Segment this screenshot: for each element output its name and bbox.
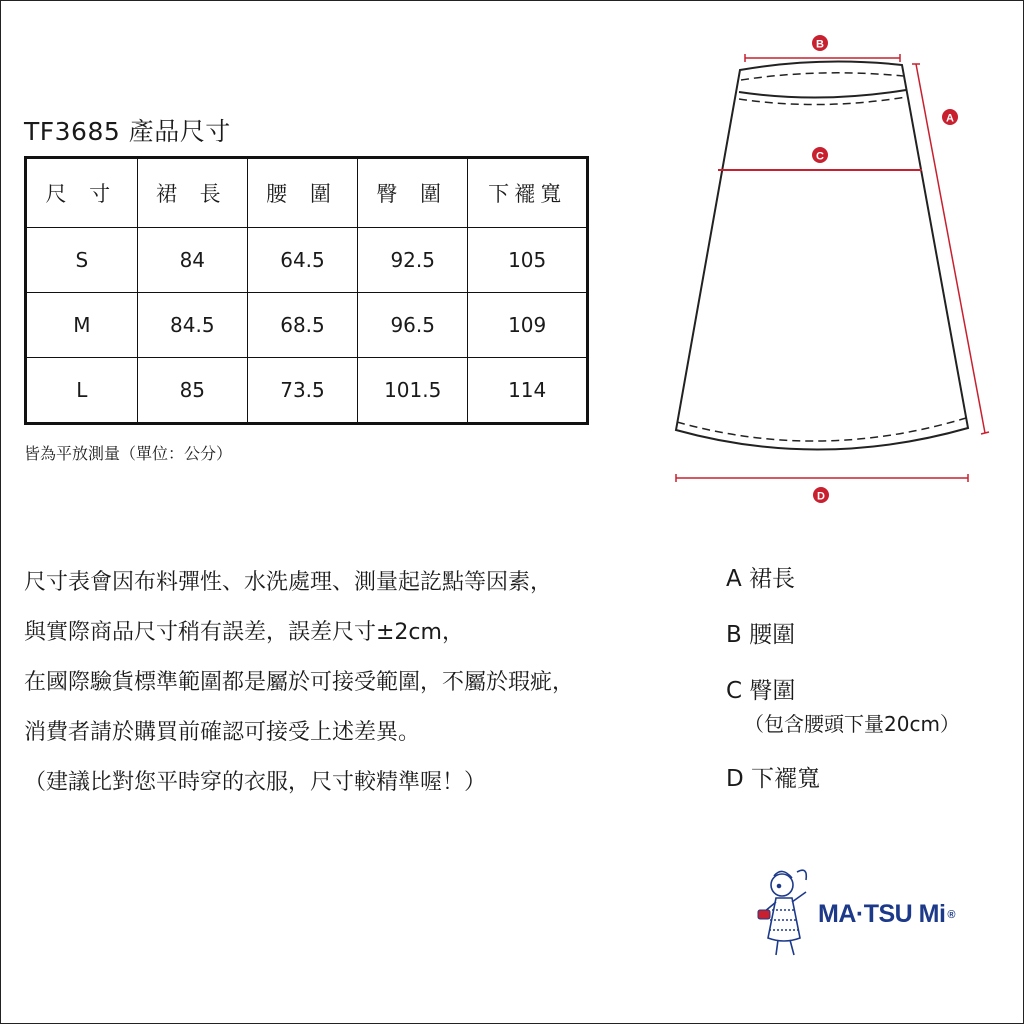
header-size: 尺 寸 (26, 158, 138, 228)
table-cell: 68.5 (247, 293, 357, 358)
page-title: TF3685 產品尺寸 (24, 117, 231, 146)
table-cell: 105 (468, 228, 588, 293)
table-cell: 109 (468, 293, 588, 358)
table-cell: 85 (137, 358, 247, 424)
measure-note: 皆為平放測量（單位：公分） (24, 444, 233, 463)
table-cell: L (26, 358, 138, 424)
skirt-outline (676, 61, 968, 449)
marker-d-label: D (817, 490, 825, 503)
header-hip: 臀 圍 (358, 158, 468, 228)
table-cell: S (26, 228, 138, 293)
description-line: 在國際驗貨標準範圍都是屬於可接受範圍，不屬於瑕疵， (24, 670, 575, 695)
table-cell: 92.5 (358, 228, 468, 293)
header-waist: 腰 圍 (247, 158, 357, 228)
header-length: 裙 長 (137, 158, 247, 228)
table-cell: 64.5 (247, 228, 357, 293)
legend-c: C 臀圍 (726, 678, 796, 704)
description-block (24, 558, 574, 808)
table-cell: 96.5 (358, 293, 468, 358)
legend-c-note: （包含腰頭下量20cm） (744, 712, 960, 736)
table-cell: 73.5 (247, 358, 357, 424)
table-cell: 84.5 (137, 293, 247, 358)
brand-logo (818, 900, 955, 929)
description-line: 消費者請於購買前確認可接受上述差異。 (24, 720, 421, 745)
table-cell: M (26, 293, 138, 358)
description-line: 尺寸表會因布料彈性、水洗處理、測量起訖點等因素， (24, 570, 553, 595)
description-line: （建議比對您平時穿的衣服，尺寸較精準喔！） (24, 770, 487, 795)
header-hem: 下襬寬 (468, 158, 588, 228)
description-line: 與實際商品尺寸稍有誤差，誤差尺寸±2cm， (24, 620, 464, 645)
brand-name: MA·TSU Mi (818, 900, 946, 928)
legend-d: D 下襬寬 (726, 766, 821, 792)
mascot-bag-icon (758, 910, 770, 919)
marker-b-label: B (816, 38, 824, 51)
table-cell: 101.5 (358, 358, 468, 424)
registered-mark: ® (947, 909, 956, 922)
table-cell: 84 (137, 228, 247, 293)
marker-a-label: A (946, 112, 954, 125)
legend-b: B 腰圍 (726, 622, 796, 648)
table-cell: 114 (468, 358, 588, 424)
legend-a: A 裙長 (726, 566, 796, 592)
marker-c-label: C (816, 150, 824, 163)
